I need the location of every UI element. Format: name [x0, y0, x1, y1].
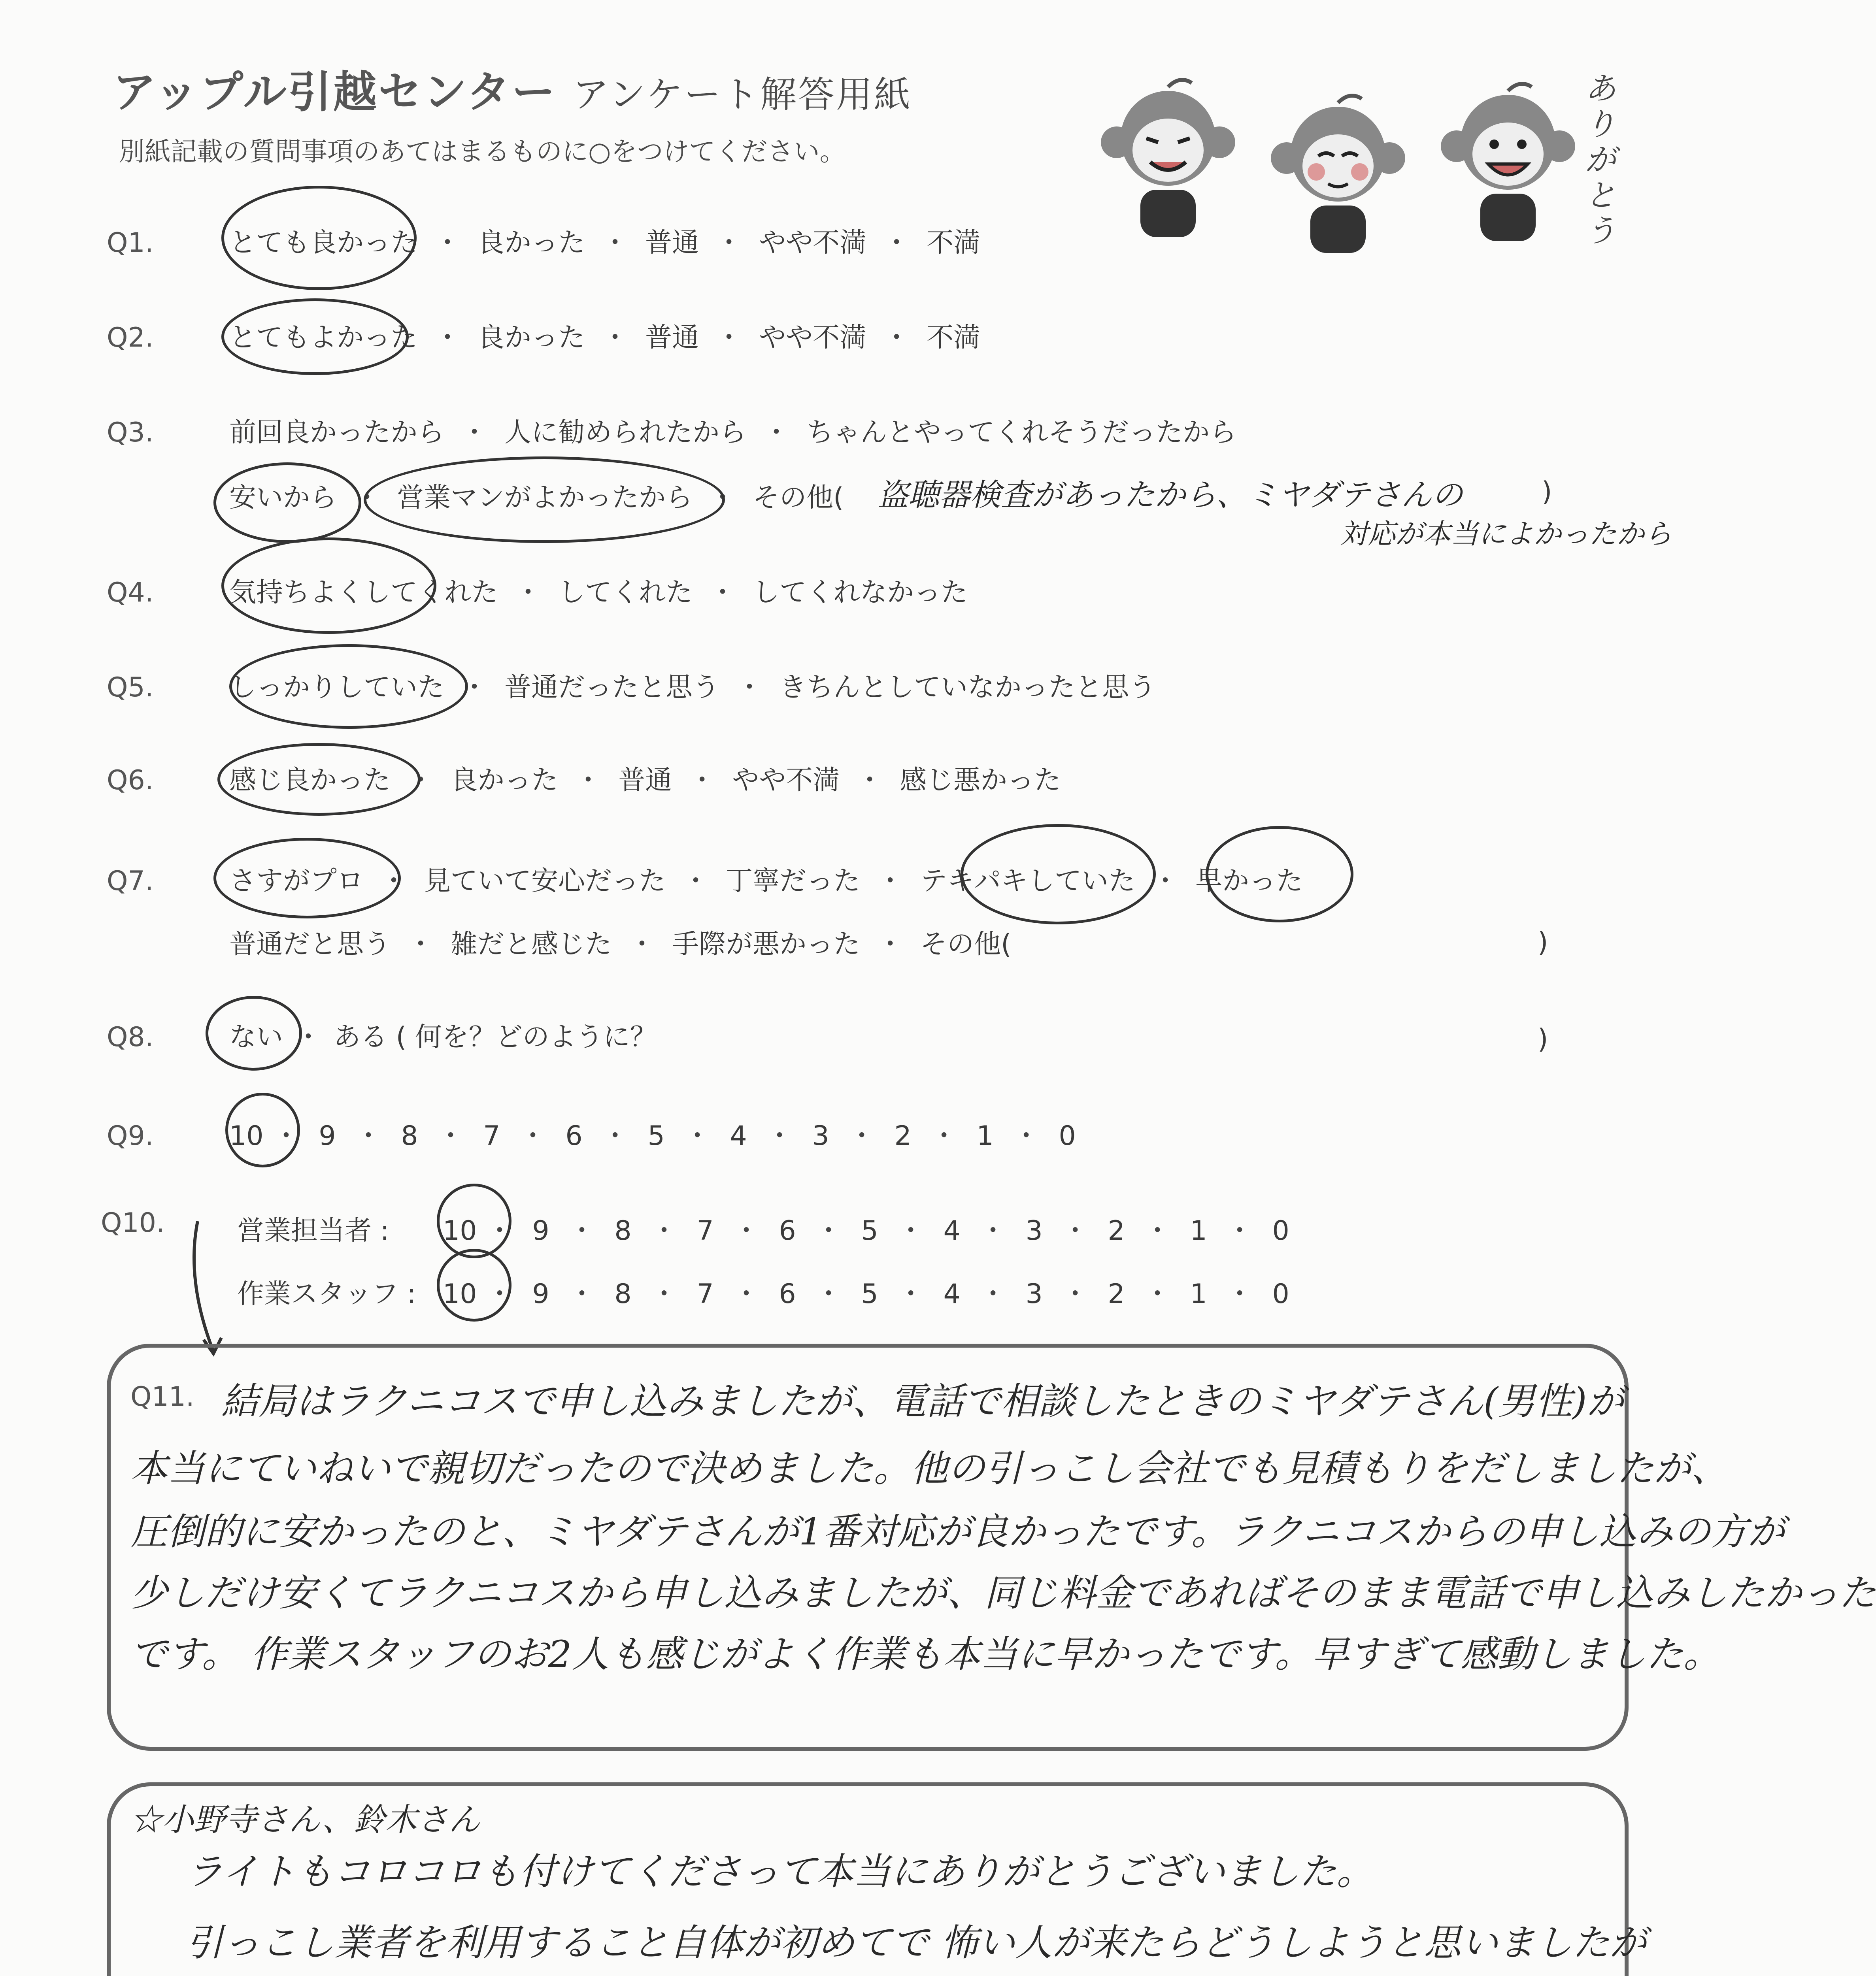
answer-circle [213, 462, 361, 543]
question-7-line-2: 普通だと思う ・ 雑だと感じた ・ 手際が悪かった ・ その他( [229, 923, 1012, 961]
question-number: Q10. [101, 1207, 165, 1239]
company-name: アップル引越センター [113, 67, 557, 117]
option[interactable]: 雑だと感じた [451, 929, 612, 960]
score-option[interactable]: 4 [943, 1278, 961, 1310]
question-number: Q3. [107, 417, 154, 448]
question-number: Q1. [107, 227, 154, 258]
score-option[interactable]: 8 [614, 1278, 632, 1310]
question-3-line-2: 安いから ・ 営業マンがよかったから ・ その他( [229, 476, 844, 515]
comment-line: ☆小野寺さん、鈴木さん [130, 1801, 480, 1838]
score-option[interactable]: 6 [565, 1120, 583, 1152]
score-option[interactable]: 3 [1025, 1278, 1043, 1310]
q3-other-handwritten: 盗聴器検査があったから、ミヤダテさんの [878, 477, 1463, 513]
score-option[interactable]: 7 [696, 1278, 714, 1310]
monkey-mascot-happy-icon [1443, 79, 1573, 249]
option[interactable]: 普通だと思う [229, 929, 391, 960]
option[interactable]: 人に勧められたから [504, 417, 747, 448]
option[interactable]: 良かった [477, 322, 585, 353]
answer-circle [437, 1249, 511, 1322]
score-option[interactable]: 9 [532, 1278, 549, 1310]
q7-close-paren: ) [1538, 927, 1548, 958]
answer-circle [364, 456, 725, 543]
score-option[interactable]: 2 [894, 1120, 912, 1152]
option[interactable]: 気持ちよくしてくれた [229, 577, 498, 608]
option[interactable]: 丁寧だった [726, 865, 861, 897]
score-option[interactable]: 0 [1059, 1120, 1076, 1152]
q10-staff-row: 作業スタッフ : 10 ・ 9 ・ 8 ・ 7 ・ 6 ・ 5 ・ 4 ・ 3 ・ 2 ・ 1 ・ 0 [237, 1273, 1297, 1311]
score-option[interactable]: 5 [647, 1120, 665, 1152]
work-staff-label: 作業スタッフ : [237, 1278, 416, 1310]
option[interactable]: やや不満 [759, 322, 867, 353]
option[interactable]: 営業マンがよかったから [397, 482, 693, 513]
option[interactable]: 感じ良かった [229, 765, 391, 796]
option[interactable]: テキパキしていた [920, 865, 1136, 897]
score-option[interactable]: 4 [943, 1215, 961, 1246]
question-number: Q6. [107, 765, 154, 796]
answer-circle [1206, 826, 1353, 922]
option[interactable]: 普通 [645, 227, 699, 258]
option[interactable]: とても良かった [229, 227, 418, 258]
sales-staff-label: 営業担当者 : [237, 1215, 389, 1246]
option[interactable]: 普通だったと思う [504, 672, 720, 703]
question-1: Q1. とても良かった ・ 良かった ・ 普通 ・ やや不満 ・ 不満 [107, 221, 980, 260]
question-3: Q3. 前回良かったから ・ 人に勧められたから ・ ちゃんとやってくれそうだったから [107, 411, 1236, 449]
option[interactable]: 早かった [1195, 865, 1303, 897]
question-5: Q5. しっかりしていた ・ 普通だったと思う ・ きちんとしていなかったと思う [107, 666, 1156, 704]
answer-circle [437, 1184, 511, 1258]
answer-circle [221, 186, 417, 290]
score-option[interactable]: 2 [1108, 1278, 1125, 1310]
score-option[interactable]: 0 [1272, 1278, 1289, 1310]
answer-circle [206, 996, 302, 1071]
question-number: Q8. [107, 1022, 154, 1053]
monkey-mascot-shy-icon [1273, 91, 1403, 261]
q3-close-paren: ) [1542, 476, 1552, 507]
option[interactable]: しっかりしていた [229, 672, 445, 703]
score-option[interactable]: 5 [861, 1215, 878, 1246]
q11-line: 本当にていねいで親切だったので決めました。他の引っこし会社でも見積もりをだしましたが、 [130, 1447, 1729, 1490]
option[interactable]: 良かった [477, 227, 585, 258]
instruction-text: 別紙記載の質問事項のあてはまるものに○をつけてください。 [119, 136, 846, 167]
option[interactable]: してくれなかった [753, 577, 968, 608]
question-6: Q6. 感じ良かった ・ 良かった ・ 普通 ・ やや不満 ・ 感じ悪かった [107, 759, 1061, 797]
option[interactable]: やや不満 [732, 765, 840, 796]
thanks-text: ありがとう [1585, 71, 1616, 249]
option[interactable]: きちんとしていなかったと思う [779, 672, 1156, 703]
question-9: Q9. 10 ・ 9 ・ 8 ・ 7 ・ 6 ・ 5 ・ 4 ・ 3 ・ 2 ・ 1 ・ 0 [107, 1114, 1083, 1153]
score-option[interactable]: 4 [730, 1120, 747, 1152]
option[interactable]: 前回良かったから [229, 417, 445, 448]
arrow-icon [182, 1217, 245, 1363]
company-title [113, 57, 912, 120]
question-4: Q4. 気持ちよくしてくれた ・ してくれた ・ してくれなかった [107, 571, 968, 609]
option[interactable]: やや不満 [759, 227, 867, 258]
option[interactable]: その他( [920, 929, 1012, 960]
score-option[interactable]: 7 [483, 1120, 500, 1152]
question-number: Q5. [107, 672, 154, 703]
q11-line: 結局はラクニコスで申し込みましたが、電話で相談したときのミヤダテさん(男性)が [221, 1380, 1624, 1423]
option[interactable]: 良かった [451, 765, 559, 796]
option[interactable]: 不満 [927, 322, 981, 353]
q8-close-paren: ) [1538, 1024, 1548, 1055]
question-number: Q9. [107, 1120, 154, 1152]
q3-other-handwritten-2: 対応が本当によかったから [1340, 518, 1672, 550]
score-option[interactable]: 5 [861, 1278, 878, 1310]
comment-line: 引っこし業者を利用すること自体が初めてで 怖い人が来たらどうしようと思いましたが [186, 1921, 1647, 1965]
q11-line: 少しだけ安くてラクニコスから申し込みましたが、同じ料金であればそのまま電話で申し込みしたかった [130, 1572, 1876, 1615]
question-number: Q4. [107, 577, 154, 608]
form-title: アンケート解答用紙 [572, 74, 912, 116]
score-option[interactable]: 6 [779, 1278, 796, 1310]
answer-circle [229, 644, 468, 729]
answer-circle [213, 838, 401, 918]
q11-line: です。 作業スタッフのお2人も感じがよく作業も本当に早かったです。早すぎて感動しました。 [130, 1633, 1721, 1676]
question-8: Q8. ない ・ ある ( 何を？どのように？ [107, 1016, 657, 1054]
option[interactable]: ある ( 何を？どのように？ [334, 1022, 657, 1053]
option[interactable]: してくれた [558, 577, 693, 608]
option[interactable]: さすがプロ [229, 865, 364, 897]
q11-line: 圧倒的に安かったのと、ミヤダテさんが1番対応が良かったです。ラクニコスからの申し込みの方が [130, 1510, 1785, 1554]
comment-line: ライトもコロコロも付けてくださって本当にありがとうございました。 [186, 1850, 1374, 1893]
option[interactable]: 見ていて安心だった [424, 865, 666, 897]
score-option[interactable]: 1 [1190, 1215, 1207, 1246]
answer-circle [225, 1093, 300, 1167]
score-option[interactable]: 10 [443, 1278, 477, 1310]
option[interactable]: ちゃんとやってくれそうだったから [806, 417, 1237, 448]
score-option[interactable]: 3 [1025, 1215, 1043, 1246]
answer-circle [217, 743, 421, 816]
q11-label: Q11. [130, 1381, 194, 1412]
score-option[interactable]: 3 [812, 1120, 829, 1152]
option[interactable]: とてもよかった [229, 322, 418, 353]
score-option[interactable]: 1 [976, 1120, 994, 1152]
answer-circle [961, 824, 1156, 924]
option[interactable]: 手際が悪かった [672, 929, 861, 960]
score-option[interactable]: 10 [229, 1120, 264, 1152]
answer-circle [221, 298, 409, 375]
answer-circle [221, 537, 436, 634]
score-option[interactable]: 0 [1272, 1215, 1289, 1246]
option[interactable]: 不満 [927, 227, 981, 258]
score-option[interactable]: 6 [779, 1215, 796, 1246]
q10-sales-row: 営業担当者 : 10 ・ 9 ・ 8 ・ 7 ・ 6 ・ 5 ・ 4 ・ 3 ・ 2 ・ 1 ・ 0 [237, 1209, 1297, 1248]
score-option[interactable]: 9 [532, 1215, 549, 1246]
option[interactable]: 普通 [618, 765, 672, 796]
option[interactable]: ない [229, 1022, 283, 1053]
option[interactable]: 感じ悪かった [900, 765, 1061, 796]
score-option[interactable]: 10 [443, 1215, 477, 1246]
option[interactable]: その他( [753, 482, 844, 513]
question-number: Q2. [107, 322, 154, 353]
score-option[interactable]: 2 [1108, 1215, 1125, 1246]
question-number: Q7. [107, 865, 154, 897]
score-option[interactable]: 7 [696, 1215, 714, 1246]
score-option[interactable]: 1 [1190, 1278, 1207, 1310]
monkey-mascot-icon [1103, 75, 1233, 245]
score-option[interactable]: 9 [319, 1120, 336, 1152]
question-2: Q2. とてもよかった ・ 良かった ・ 普通 ・ やや不満 ・ 不満 [107, 316, 980, 354]
score-option[interactable]: 8 [401, 1120, 418, 1152]
option[interactable]: 普通 [645, 322, 699, 353]
score-option[interactable]: 8 [614, 1215, 632, 1246]
question-7: Q7. さすがプロ ・ 見ていて安心だった ・ 丁寧だった ・ テキパキしていた ・ 早かった [107, 860, 1303, 898]
option[interactable]: 安いから [229, 482, 337, 513]
